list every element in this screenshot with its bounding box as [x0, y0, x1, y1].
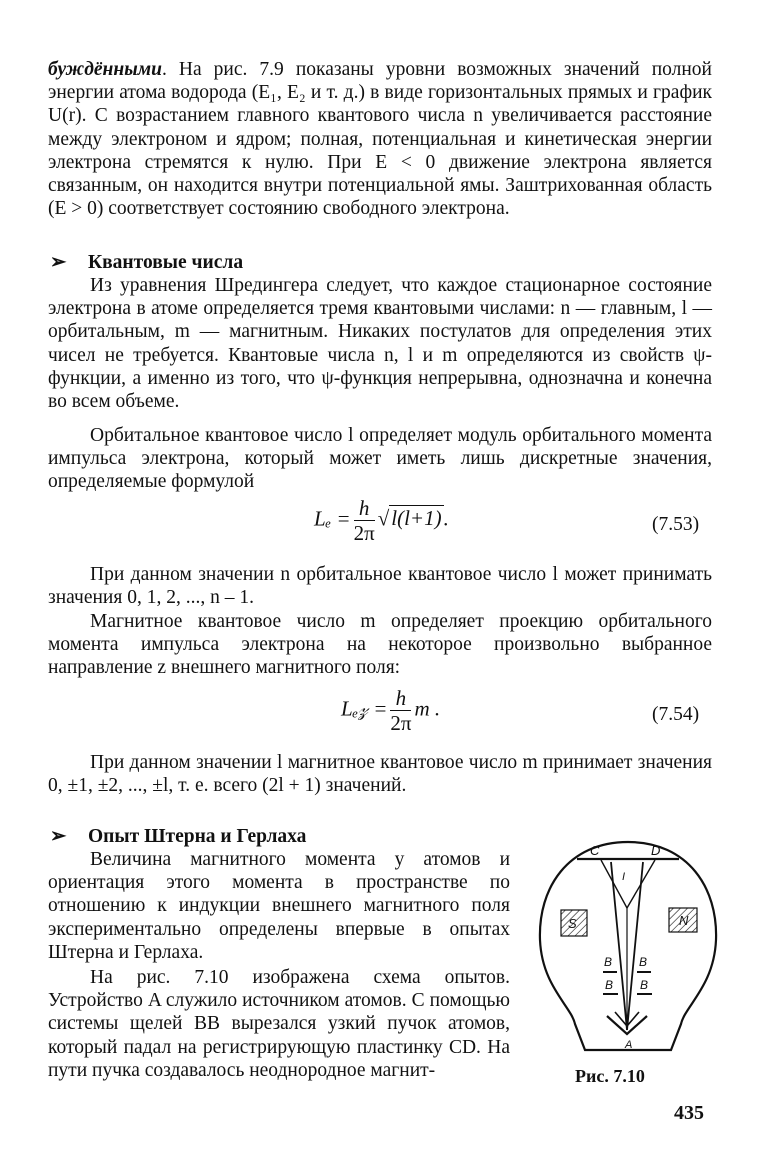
equation-lhs: Lₑ =	[314, 506, 351, 531]
label-b1: B	[604, 955, 613, 969]
bullet-arrow-icon: ➢	[50, 252, 67, 273]
paragraph-1-text: . На рис. 7.9 показаны уровни возможных значений полной энергии атома водорода (E₁, E₂ и т. д.) в виде горизонтальных прямых и график U(r). С возрастанием главного квантового числа n увеличивается расстояние между электроном и ядром; полная, потенциальная и кинетическая энергии электрона стремятся к нулю. При E < 0 движение электрона является связанным, он находится внутри потенциальной ямы. Заштрихованная область (E > 0) соответствует состоянию свободного электрона.	[48, 59, 712, 220]
paragraph-8: На рис. 7.10 изображена схема опытов. Устройство A служило источником атомов. С помощью системы щелей BB вырезался узкий пучок атомов, который падал на регистрирующую пластинку CD. На пути пучка создавалось неоднородное магнит-	[48, 967, 510, 1081]
label-d: D	[651, 843, 661, 858]
equation-tail: m .	[414, 696, 441, 721]
square-root-argument: l(l+1)	[391, 506, 442, 531]
equation-7-54	[341, 686, 440, 735]
fraction-denominator: 2π	[353, 521, 375, 545]
beam-left	[611, 862, 627, 1030]
paragraph-7: Величина магнитного момента у атомов и ориентация этого момента в пространстве по отношению к индукции внешнего магнитного поля экспериментально определены впервые в опытах Штерна и Герлаха.	[48, 849, 510, 963]
label-i: I	[622, 871, 626, 883]
label-b4: B	[640, 978, 649, 992]
equation-number: (7.53)	[652, 514, 700, 535]
fraction-denominator: 2π	[390, 711, 412, 735]
paragraph-1	[48, 58, 712, 220]
paragraph-6: При данном значении l магнитное квантовое число m принимает значения 0, ±1, ±2, ..., ±l, т. е. всего (2l + 1) значений.	[48, 752, 712, 797]
bullet-arrow-icon: ➢	[50, 826, 67, 847]
page-number: 435	[674, 1102, 704, 1124]
stern-gerlach-diagram	[533, 836, 723, 1061]
section-title: Квантовые числа	[88, 252, 244, 273]
label-b2: B	[639, 955, 648, 969]
label-a: A	[625, 1039, 633, 1051]
fraction-numerator: h	[390, 686, 411, 711]
equation-number: (7.54)	[652, 704, 700, 725]
emphasized-word: буждёнными	[48, 59, 162, 80]
paragraph-2: Из уравнения Шредингера следует, что каждое стационарное состояние электрона в атоме определяется тремя квантовыми числами: n — главным, l — орбитальным, m — магнитным. Никаких постулатов для определения этих чисел не требуется. Квантовые числа n, l и m определяются из свойств ψ-функции, а именно из того, что ψ-функция непрерывна, однозначна и конечна во всем объеме.	[48, 275, 712, 413]
beam-right	[627, 862, 643, 1030]
equation-lhs: Lₑ𝓏 =	[341, 696, 388, 721]
paragraph-5: Магнитное квантовое число m определяет проекцию орбитального момента импульса электрона на некоторое произвольно выбранное направление z внешнего магнитного поля:	[48, 611, 712, 679]
equation-7-53: Lₑ = $\frac{h}{2\pi}$ √l(l+1).	[314, 496, 449, 545]
section-heading-quantum-numbers	[50, 250, 243, 274]
paragraph-3: Орбитальное квантовое число l определяет модуль орбитального момента импульса электрона, который может иметь лишь дискретные значения, определяемые формулой	[48, 425, 712, 493]
equation-tail: .	[443, 506, 449, 531]
label-b3: B	[605, 978, 614, 992]
section-title: Опыт Штерна и Герлаха	[88, 826, 307, 847]
fraction-numerator: h	[354, 496, 375, 521]
section-heading-stern-gerlach	[50, 824, 306, 848]
figure-7-10	[533, 836, 723, 1066]
label-n: N	[679, 913, 689, 928]
beam-split-right	[627, 860, 655, 908]
label-s: S	[568, 916, 577, 931]
label-c: C	[590, 843, 600, 858]
paragraph-4: При данном значении n орбитальное квантовое число l может принимать значения 0, 1, 2, ..., n – 1.	[48, 564, 712, 609]
figure-caption: Рис. 7.10	[575, 1066, 645, 1086]
